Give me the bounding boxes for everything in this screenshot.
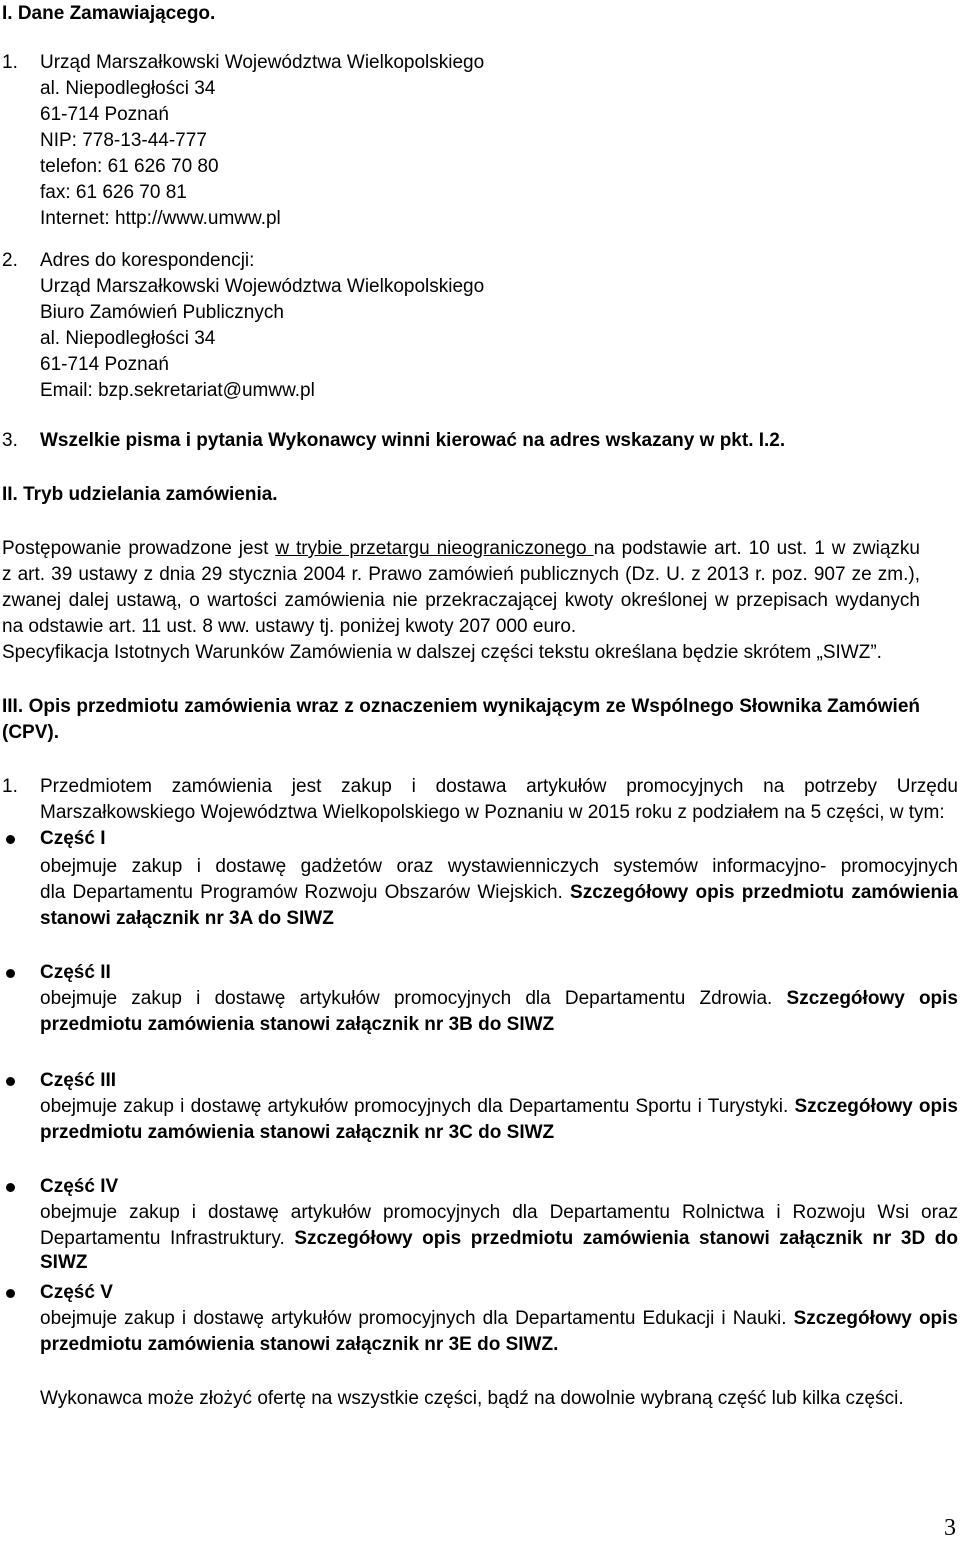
item-2-number: 2. [2,250,18,271]
item-3-number: 3. [2,430,18,451]
website-line: Internet: http://www.umww.pl [40,208,281,229]
procedure-line-1: Postępowanie prowadzone jest w trybie przetargu nieograniczonego na podstawie art. 10 ust. 1 w związku [2,538,920,559]
part-title: Część II [40,962,111,983]
item-1-number: 1. [2,52,18,73]
procedure-line-4: na odstawie art. 11 ust. 8 ww. ustawy tj. poniżej kwoty 207 000 euro. [2,616,577,637]
closing-statement: Wykonawca może złożyć ofertę na wszystkie części, bądź na dowolnie wybraną część lub kilka części. [40,1388,904,1409]
section-3-heading: III. Opis przedmiotu zamówienia wraz z oznaczeniem wynikającym ze Wspólnego Słownika Zamówień [2,696,920,717]
bullet-icon [6,1183,15,1192]
section-3-heading-cont: (CPV). [2,722,59,743]
address-line: NIP: 778-13-44-777 [40,130,207,151]
part-description: obejmuje zakup i dostawę artykułów promocyjnych dla Departamentu Sportu i Turystyki. Szczegółowy opis [40,1096,958,1117]
correspondence-street: al. Niepodległości 34 [40,328,216,349]
correspondence-department: Biuro Zamówień Publicznych [40,302,284,323]
page-number: 3 [944,1515,956,1541]
procedure-line-3: zwanej dalej ustawą, o wartości zamówienia nie przekraczającej kwoty określonej w przepisach wydanych [2,590,920,611]
part-title: Część I [40,828,106,849]
correspondence-city: 61-714 Poznań [40,354,169,375]
part-description: obejmuje zakup i dostawę artykułów promocyjnych dla Departamentu Rolnictwa i Rozwoju Wsi oraz [40,1202,958,1223]
address-line: al. Niepodległości 34 [40,78,216,99]
part-attachment: stanowi załącznik nr 3A do SIWZ [40,908,334,929]
part-description: obejmuje zakup i dostawę artykułów promocyjnych dla Departamentu Edukacji i Nauki. Szczegółowy opis [40,1308,958,1329]
item-3-text: Wszelkie pisma i pytania Wykonawcy winni kierować na adres wskazany w pkt. I.2. [40,430,786,451]
bullet-icon [6,835,15,844]
address-line: telefon: 61 626 70 80 [40,156,219,177]
procedure-line-2: z art. 39 ustawy z dnia 29 stycznia 2004 r. Prawo zamówień publicznych (Dz. U. z 2013 r. poz. 907 ze zm.), [2,564,920,585]
correspondence-office: Urząd Marszałkowski Województwa Wielkopolskiego [40,276,485,297]
correspondence-email: Email: bzp.sekretariat@umww.pl [40,380,315,401]
siwz-definition: Specyfikacja Istotnych Warunków Zamówienia w dalszej części tekstu określana będzie skrótem „SIWZ”. [2,642,882,663]
bullet-icon [6,1077,15,1086]
correspondence-intro: Adres do korespondencji: [40,250,255,271]
bullet-icon [6,969,15,978]
section-1-heading: I. Dane Zamawiającego. [2,3,216,24]
address-line: 61-714 Poznań [40,104,169,125]
subject-intro-line-1: Przedmiotem zamówienia jest zakup i dostawa artykułów promocyjnych na potrzeby Urzędu [40,776,958,797]
address-line: fax: 61 626 70 81 [40,182,187,203]
part-title: Część III [40,1070,117,1091]
section-2-heading: II. Tryb udzielania zamówienia. [2,484,278,505]
bullet-icon [6,1289,15,1298]
part-description: obejmuje zakup i dostawę artykułów promocyjnych dla Departamentu Zdrowia. Szczegółowy opis [40,988,959,1009]
address-line: Urząd Marszałkowski Województwa Wielkopolskiego [40,52,485,73]
part-attachment: przedmiotu zamówienia stanowi załącznik nr 3E do SIWZ. [40,1334,559,1355]
part-description: dla Departamentu Programów Rozwoju Obszarów Wiejskich. Szczegółowy opis przedmiotu zamówienia [40,882,958,903]
subject-intro-line-2: Marszałkowskiego Województwa Wielkopolskiego w Poznaniu w 2015 roku z podziałem na 5 części, w tym: [40,802,945,823]
part-description: obejmuje zakup i dostawę gadżetów oraz wystawienniczych systemów informacyjno- promocyjnych [40,856,958,877]
part-title: Część V [40,1282,113,1303]
item-3-1-number: 1. [2,776,18,797]
part-title: Część IV [40,1176,119,1197]
part-attachment: przedmiotu zamówienia stanowi załącznik nr 3C do SIWZ [40,1122,555,1143]
part-description: Departamentu Infrastruktury. Szczegółowy opis przedmiotu zamówienia stanowi załącznik nr 3D do SIWZ [40,1228,958,1273]
part-attachment: przedmiotu zamówienia stanowi załącznik nr 3B do SIWZ [40,1014,555,1035]
